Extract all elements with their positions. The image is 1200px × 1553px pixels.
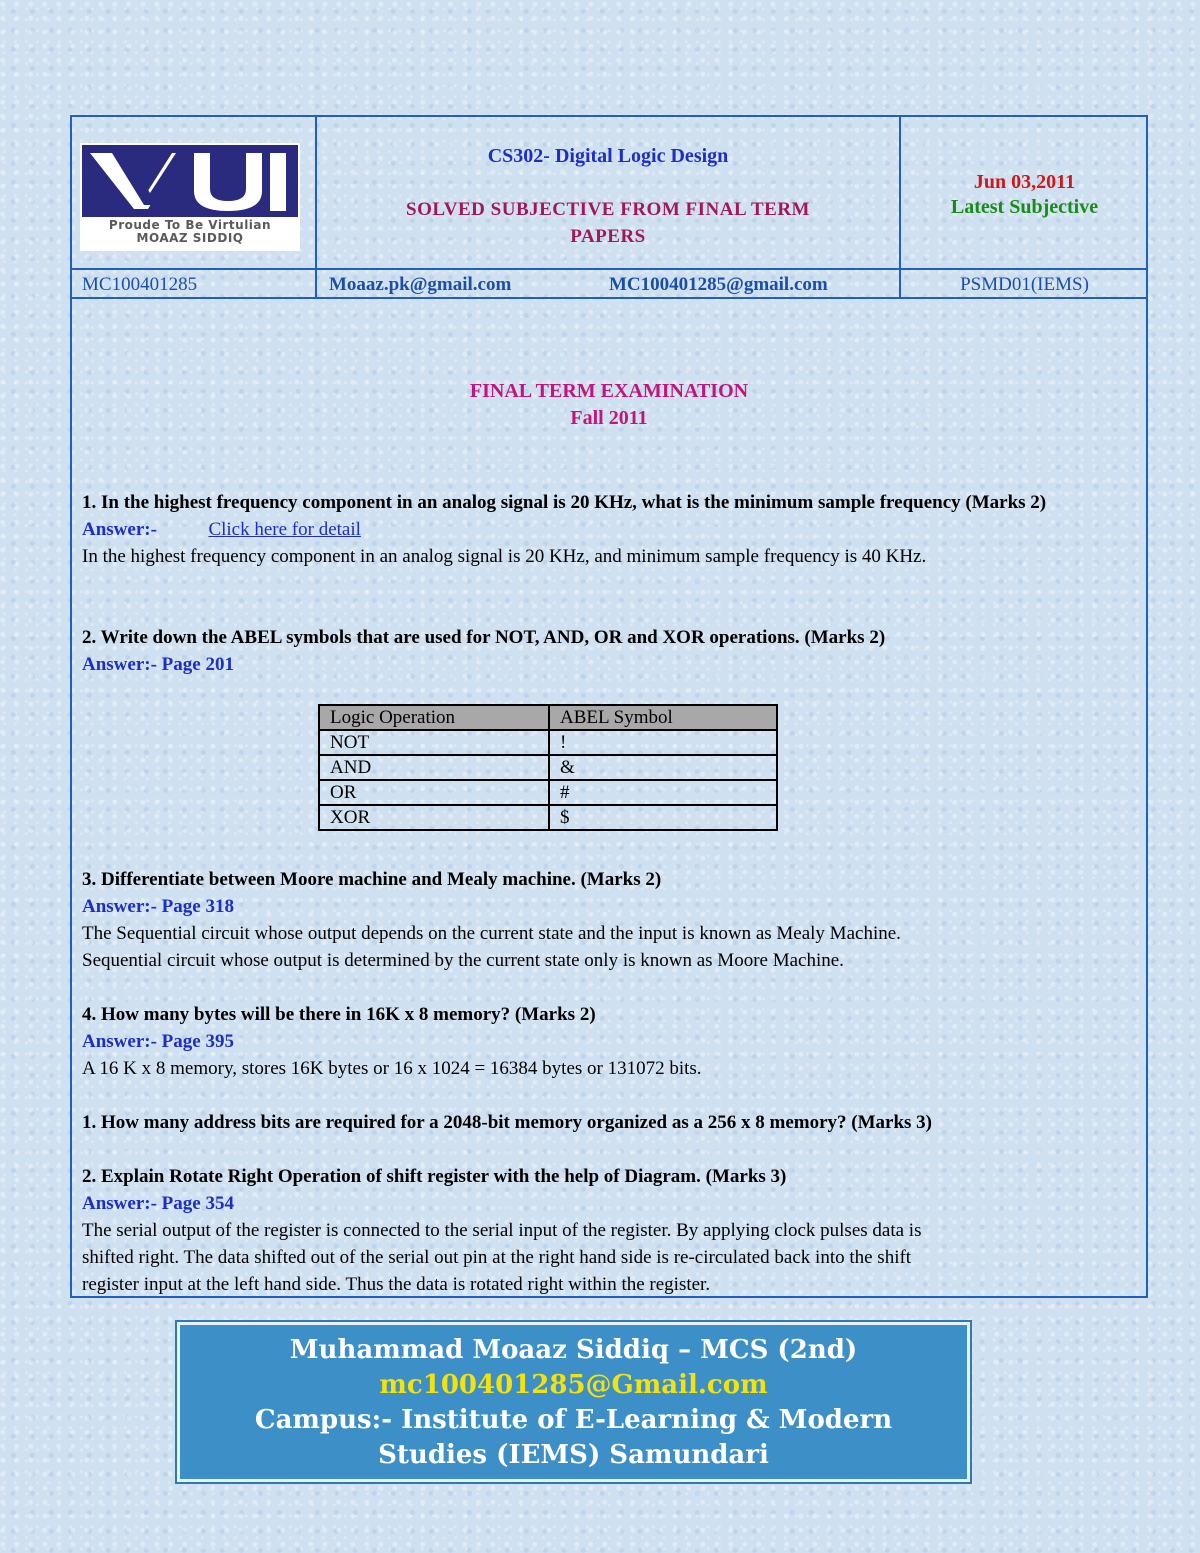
table-cell: OR [319, 780, 549, 805]
table-row [319, 755, 777, 780]
question-3-answer-line1: The Sequential circuit whose output depends on the current state and the input is known as Mealy Machine. [82, 923, 901, 944]
latest-label: Latest Subjective [950, 196, 1099, 218]
question-6-answer-line3: register input at the left hand side. Thus the data is rotated right within the register. [82, 1274, 711, 1295]
table-cell: & [549, 755, 777, 780]
table-cell: $ [549, 805, 777, 830]
question-1 [82, 489, 1142, 570]
table-row [319, 730, 777, 755]
answer-label: Answer:- Page 201 [82, 654, 234, 675]
email-link-2[interactable]: MC100401285@gmail.com [609, 274, 828, 295]
email-link-1[interactable]: Moaaz.pk@gmail.com [329, 274, 512, 295]
contact-row [70, 270, 1148, 299]
campus-line2: Studies (IEMS) Samundari [378, 1440, 769, 1470]
exam-title: FINAL TERM EXAMINATION [469, 380, 749, 402]
date-cell [901, 115, 1148, 268]
answer-label: Answer:- [82, 519, 157, 540]
question-6-answer-line1: The serial output of the register is connected to the serial input of the register. By applying clock pulses data is [82, 1220, 922, 1241]
question-6 [82, 1163, 1142, 1298]
table-header-cell: Logic Operation [319, 705, 549, 730]
question-3 [82, 866, 1142, 974]
campus-line1: Campus:- Institute of E-Learning & Modern [254, 1405, 893, 1435]
author-banner [177, 1322, 970, 1482]
question-3-answer-line2: Sequential circuit whose output is determined by the current state only is known as Moore Machine. [82, 950, 844, 971]
table-cell: NOT [319, 730, 549, 755]
vu-logo [80, 143, 300, 251]
table-cell: ! [549, 730, 777, 755]
question-3-text: 3. Differentiate between Moore machine and Mealy machine. (Marks 2) [82, 869, 662, 890]
logo-cell [70, 115, 317, 268]
answer-label: Answer:- Page 354 [82, 1193, 234, 1214]
exam-term: Fall 2011 [570, 407, 648, 429]
table-cell: AND [319, 755, 549, 780]
table-row [319, 780, 777, 805]
vu-logo-mark-icon [82, 145, 298, 217]
table-cell: # [549, 780, 777, 805]
campus-code: PSMD01(IEMS) [960, 274, 1089, 295]
table-header-row [319, 705, 777, 730]
question-2-text: 2. Write down the ABEL symbols that are used for NOT, AND, OR and XOR operations. (Marks 2) [82, 627, 886, 648]
student-id: MC100401285 [70, 270, 317, 297]
detail-link[interactable]: Click here for detail [208, 519, 361, 540]
question-4 [82, 1001, 1142, 1082]
emails [317, 270, 901, 297]
abel-table [318, 704, 778, 831]
logo-caption [82, 219, 298, 245]
question-4-text: 4. How many bytes will be there in 16K x 8 memory? (Marks 2) [82, 1004, 596, 1025]
question-4-answer: A 16 K x 8 memory, stores 16K bytes or 16 x 1024 = 16384 bytes or 131072 bits. [82, 1058, 702, 1079]
question-1-answer-row [82, 516, 1142, 543]
answer-label: Answer:- Page 318 [82, 896, 234, 917]
course-title: CS302- Digital Logic Design [487, 145, 729, 167]
table-cell: XOR [319, 805, 549, 830]
question-5 [82, 1109, 1142, 1136]
author-email[interactable]: mc100401285@Gmail.com [379, 1370, 768, 1400]
table-row [319, 805, 777, 830]
question-5-text: 1. How many address bits are required for a 2048-bit memory organized as a 256 x 8 memory? (Marks 3) [82, 1112, 932, 1133]
logo-band [82, 145, 298, 217]
course-subtitle [317, 196, 899, 250]
title-cell [317, 115, 901, 268]
table-header-cell: ABEL Symbol [549, 705, 777, 730]
logo-caption-line1: Proude To Be Virtulian [108, 218, 272, 232]
answer-label: Answer:- Page 395 [82, 1031, 234, 1052]
question-1-answer: In the highest frequency component in an analog signal is 20 KHz, and minimum sample frequency is 40 KHz. [82, 546, 927, 567]
question-6-text: 2. Explain Rotate Right Operation of shift register with the help of Diagram. (Marks 3) [82, 1166, 787, 1187]
author-name: Muhammad Moaaz Siddiq – MCS (2nd) [289, 1335, 858, 1365]
header-row [70, 115, 1148, 270]
logo-caption-line2: MOAAZ SIDDIQ [136, 231, 244, 245]
course-subtitle-line1: SOLVED SUBJECTIVE FROM FINAL TERM [406, 199, 810, 220]
question-2 [82, 624, 1142, 678]
date-label: Jun 03,2011 [973, 171, 1076, 193]
question-6-answer-line2: shifted right. The data shifted out of the serial out pin at the right hand side is re-circulated back into the shift [82, 1247, 912, 1268]
course-subtitle-line2: PAPERS [570, 226, 646, 247]
question-1-text: 1. In the highest frequency component in an analog signal is 20 KHz, what is the minimum sample frequency (Marks 2) [82, 492, 1047, 513]
